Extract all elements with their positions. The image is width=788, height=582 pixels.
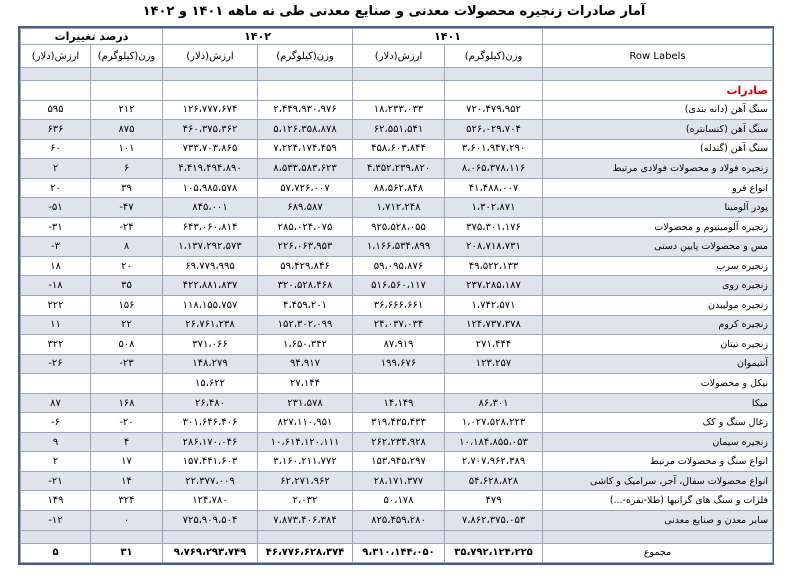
change-value-cell: ۲۲۲ xyxy=(21,296,91,316)
value-1401-cell: ۸۸،۵۶۲،۸۴۸ xyxy=(353,178,445,198)
change-value-cell: ۲ xyxy=(21,159,91,179)
value-1401-cell: ۵۹،۰۹۵،۸۷۶ xyxy=(353,256,445,276)
value-1401-cell: ۴۵۸،۶۰۳،۸۴۴ xyxy=(353,139,445,159)
weight-1402-cell: ۱۵۲،۳۰۲،۰۹۹ xyxy=(258,315,353,335)
header-1402-weight: وزن(کیلوگرم) xyxy=(258,45,353,68)
change-weight-cell: -۲۴ xyxy=(91,217,163,237)
change-value-cell: ۶۳۶ xyxy=(21,120,91,140)
row-label-cell: زنجیره آلومینیوم و محصولات xyxy=(543,217,773,237)
table-row xyxy=(21,315,773,335)
value-1402-cell: ۱۴۸،۲۷۹ xyxy=(163,354,258,374)
change-weight-cell xyxy=(91,374,163,394)
row-label-cell: پودر آلومینا xyxy=(543,198,773,218)
export-table-frame xyxy=(18,26,774,565)
change-weight-cell: ۱۶۸ xyxy=(91,393,163,413)
value-1401-cell: ۴،۳۵۲،۲۳۹،۸۲۰ xyxy=(353,159,445,179)
value-1402-cell: ۳۷۱،۰۶۶ xyxy=(163,335,258,355)
weight-1401-cell: ۳،۶۰۱،۹۴۷،۲۹۰ xyxy=(445,139,543,159)
change-value-cell: ۲ xyxy=(21,452,91,472)
weight-1402-cell: ۴۶،۷۷۶،۶۲۸،۳۷۴ xyxy=(258,543,353,563)
table-row xyxy=(21,120,773,140)
table-row xyxy=(21,256,773,276)
change-weight-cell: ۴ xyxy=(91,432,163,452)
row-label-cell: سنگ آهن (دانه بندی) xyxy=(543,100,773,120)
change-value-cell: -۲۶ xyxy=(21,354,91,374)
row-label-cell: زنجیره کروم xyxy=(543,315,773,335)
value-1401-cell: ۲۴،۰۳۷،۰۳۴ xyxy=(353,315,445,335)
change-value-cell: -۱۲ xyxy=(21,511,91,531)
change-weight-cell: -۲۳ xyxy=(91,354,163,374)
table-row xyxy=(21,296,773,316)
value-1402-cell: ۲۶،۷۶۱،۲۳۸ xyxy=(163,315,258,335)
value-1401-cell: ۵۰،۱۷۸ xyxy=(353,491,445,511)
weight-1401-cell: ۳۷۵،۳۰۱،۱۷۶ xyxy=(445,217,543,237)
change-weight-cell: ۸۷۵ xyxy=(91,120,163,140)
weight-1401-cell: ۵۴،۶۲۸،۸۲۸ xyxy=(445,471,543,491)
value-1402-cell: ۴،۴۱۹،۴۹۴،۸۹۰ xyxy=(163,159,258,179)
weight-1402-cell: ۵،۱۲۶،۳۵۸،۸۷۸ xyxy=(258,120,353,140)
weight-1402-cell: ۶۲،۲۷۱،۹۶۲ xyxy=(258,471,353,491)
weight-1402-cell: ۷،۲۲۴،۱۷۴،۴۵۹ xyxy=(258,139,353,159)
header-empty-cell xyxy=(543,29,773,45)
value-1402-cell: ۳۰۱،۶۴۶،۴۰۶ xyxy=(163,413,258,433)
value-1401-cell: ۲۸،۱۷۱،۳۷۷ xyxy=(353,471,445,491)
value-1402-cell: ۲۲،۳۷۷،۰۰۹ xyxy=(163,471,258,491)
change-value-cell: ۳۲۲ xyxy=(21,335,91,355)
weight-1401-cell: ۱،۳۰۲،۸۷۱ xyxy=(445,198,543,218)
table-row xyxy=(21,432,773,452)
weight-1402-cell: ۴،۴۵۹،۲۰۱ xyxy=(258,296,353,316)
weight-1402-cell: ۸۲۷،۱۱۰،۹۵۱ xyxy=(258,413,353,433)
change-weight-cell: -۲۰ xyxy=(91,413,163,433)
value-1401-cell: ۲۶۲،۲۳۴،۹۲۸ xyxy=(353,432,445,452)
value-1401-cell: ۱۸،۲۳۳،۰۳۳ xyxy=(353,100,445,120)
table-row xyxy=(21,491,773,511)
row-label-cell: مجموع xyxy=(543,543,773,563)
value-1401-cell: ۱۴،۱۴۹ xyxy=(353,393,445,413)
change-value-cell: ۸۷ xyxy=(21,393,91,413)
row-label-cell: انواع سنگ و محصولات مرتبط xyxy=(543,452,773,472)
header-row-labels: Row Labels xyxy=(543,45,773,68)
header-change-weight: وزن(کیلوگرم) xyxy=(91,45,163,68)
weight-1401-cell: ۱۲۴،۷۳۷،۳۷۸ xyxy=(445,315,543,335)
weight-1401-cell: ۲۳۷،۲۸۵،۱۸۷ xyxy=(445,276,543,296)
change-weight-cell: ۲۲ xyxy=(91,315,163,335)
table-row xyxy=(21,471,773,491)
weight-1401-cell: ۷۲۰،۴۷۹،۹۵۲ xyxy=(445,100,543,120)
weight-1402-cell: ۲،۰۳۲ xyxy=(258,491,353,511)
table-row xyxy=(21,178,773,198)
weight-1402-cell: ۲۳۱،۵۷۸ xyxy=(258,393,353,413)
change-value-cell: ۵ xyxy=(21,543,91,563)
page-title: آمار صادرات زنجیره محصولات معدنی و صنایع معدنی طی نه ماهه ۱۴۰۱ و ۱۴۰۲ xyxy=(142,4,646,19)
weight-1401-cell: ۱۲۳،۲۵۷ xyxy=(445,354,543,374)
table-row xyxy=(21,335,773,355)
weight-1402-cell: ۲۸۵،۰۲۴،۰۷۵ xyxy=(258,217,353,237)
weight-1401-cell: ۲۷۱،۴۴۴ xyxy=(445,335,543,355)
value-1402-cell: ۹،۷۶۹،۲۹۳،۷۴۹ xyxy=(163,543,258,563)
change-weight-cell: ۳۱ xyxy=(91,543,163,563)
change-weight-cell: ۳۹ xyxy=(91,178,163,198)
value-1402-cell: ۴۶۰،۳۷۵،۳۶۲ xyxy=(163,120,258,140)
value-1402-cell: ۱۵۷،۴۴۱،۶۰۳ xyxy=(163,452,258,472)
row-label-cell: سنگ آهن (گندله) xyxy=(543,139,773,159)
header-1402-group: ۱۴۰۲ xyxy=(163,29,353,45)
weight-1402-cell: ۲،۴۴۹،۹۳۰،۹۷۶ xyxy=(258,100,353,120)
weight-1402-cell: ۵۷،۷۲۶،۰۰۷ xyxy=(258,178,353,198)
change-value-cell xyxy=(21,374,91,394)
row-label-cell: نیکل و محصولات xyxy=(543,374,773,394)
weight-1402-cell: ۱،۶۵۰،۳۴۲ xyxy=(258,335,353,355)
value-1401-cell xyxy=(353,374,445,394)
change-weight-cell: ۱۵۶ xyxy=(91,296,163,316)
header-1401-group: ۱۴۰۱ xyxy=(353,29,543,45)
table-row xyxy=(21,139,773,159)
row-label-cell: فلزات و سنگ های گرانبها (طلا-نقره-...) xyxy=(543,491,773,511)
value-1401-cell: ۹۲۵،۵۲۸،۰۵۵ xyxy=(353,217,445,237)
row-label-cell: میکا xyxy=(543,393,773,413)
change-value-cell: ۱۸ xyxy=(21,256,91,276)
value-1402-cell: ۶۴۳،۰۶۰،۸۱۴ xyxy=(163,217,258,237)
value-1401-cell: ۳۱۹،۴۳۵،۴۳۳ xyxy=(353,413,445,433)
value-1401-cell: ۱،۱۶۶،۵۳۴،۸۹۹ xyxy=(353,237,445,257)
value-1401-cell: ۱۵۳،۹۴۵،۲۹۷ xyxy=(353,452,445,472)
value-1401-cell: ۸۲۵،۴۵۹،۲۸۰ xyxy=(353,511,445,531)
weight-1401-cell: ۱،۷۴۲،۵۷۱ xyxy=(445,296,543,316)
value-1402-cell: ۷۲۵،۹۰۹،۵۰۴ xyxy=(163,511,258,531)
row-label-cell: آنتیموان xyxy=(543,354,773,374)
row-label-cell: زنجیره سرب xyxy=(543,256,773,276)
change-weight-cell: ۵۰۸ xyxy=(91,335,163,355)
row-label-cell: زنجیره مولیبدن xyxy=(543,296,773,316)
value-1401-cell: ۱،۷۱۲،۲۴۸ xyxy=(353,198,445,218)
weight-1401-cell: ۸،۰۶۵،۳۷۸،۱۱۶ xyxy=(445,159,543,179)
value-1402-cell: ۴۲۲،۸۸۱،۸۳۷ xyxy=(163,276,258,296)
header-1401-value: ارزش(دلار) xyxy=(353,45,445,68)
table-row xyxy=(21,276,773,296)
weight-1401-cell: ۸۶،۳۰۱ xyxy=(445,393,543,413)
table-row xyxy=(21,374,773,394)
table-row xyxy=(21,413,773,433)
change-value-cell: ۲۰ xyxy=(21,178,91,198)
weight-1402-cell: ۹۴،۹۱۷ xyxy=(258,354,353,374)
table-row xyxy=(21,100,773,120)
row-label-cell: زنجیره روی xyxy=(543,276,773,296)
change-value-cell: -۵۱ xyxy=(21,198,91,218)
row-label-cell: سایر معدن و صنایع معدنی xyxy=(543,511,773,531)
change-value-cell: -۶ xyxy=(21,413,91,433)
spacer-row xyxy=(21,530,773,543)
change-weight-cell: ۲۰ xyxy=(91,256,163,276)
row-label-cell: زغال سنگ و کک xyxy=(543,413,773,433)
change-value-cell: -۱۸ xyxy=(21,276,91,296)
value-1402-cell: ۲۶،۴۸۰ xyxy=(163,393,258,413)
change-value-cell: ۱۱ xyxy=(21,315,91,335)
weight-1401-cell: ۴۹،۵۲۲،۱۳۳ xyxy=(445,256,543,276)
change-value-cell: -۳ xyxy=(21,237,91,257)
change-value-cell: ۶۰ xyxy=(21,139,91,159)
value-1402-cell: ۷۳۳،۷۰۳،۸۶۵ xyxy=(163,139,258,159)
value-1402-cell: ۲۸۶،۱۷۰،۰۴۶ xyxy=(163,432,258,452)
row-label-cell: زنجیره سیمان xyxy=(543,432,773,452)
row-label-cell: زنجیره فولاد و محصولات فولادی مرتبط xyxy=(543,159,773,179)
change-weight-cell: ۳۵ xyxy=(91,276,163,296)
weight-1402-cell: ۶۸۹،۵۸۷ xyxy=(258,198,353,218)
weight-1401-cell: ۳۵،۷۹۲،۱۲۴،۲۲۵ xyxy=(445,543,543,563)
row-label-cell: انواع فرو xyxy=(543,178,773,198)
change-weight-cell: ۰ xyxy=(91,511,163,531)
value-1402-cell: ۱۵،۶۲۲ xyxy=(163,374,258,394)
spacer-row xyxy=(21,68,773,81)
header-1401-weight: وزن(کیلوگرم) xyxy=(445,45,543,68)
change-value-cell: ۵۹۵ xyxy=(21,100,91,120)
table-row xyxy=(21,511,773,531)
change-weight-cell: ۲۱۲ xyxy=(91,100,163,120)
header-1402-value: ارزش(دلار) xyxy=(163,45,258,68)
table-row xyxy=(21,198,773,218)
section-label: صادرات xyxy=(543,81,773,101)
row-label-cell: سنگ آهن (کنسانتره) xyxy=(543,120,773,140)
weight-1402-cell: ۱۰،۶۱۴،۱۲۰،۱۱۱ xyxy=(258,432,353,452)
weight-1402-cell: ۲۲۶،۰۶۳،۹۵۳ xyxy=(258,237,353,257)
weight-1402-cell: ۸،۵۳۳،۵۸۳،۶۲۳ xyxy=(258,159,353,179)
change-weight-cell: ۱۴ xyxy=(91,471,163,491)
value-1401-cell: ۱۹۹،۶۷۶ xyxy=(353,354,445,374)
value-1402-cell: ۸۴۵،۰۰۱ xyxy=(163,198,258,218)
weight-1401-cell: ۴۱،۴۸۸،۰۰۷ xyxy=(445,178,543,198)
weight-1401-cell xyxy=(445,374,543,394)
weight-1402-cell: ۷،۸۷۳،۴۰۶،۳۸۴ xyxy=(258,511,353,531)
value-1402-cell: ۱،۱۳۷،۲۹۲،۵۷۳ xyxy=(163,237,258,257)
value-1401-cell: ۳۶،۶۶۶،۶۶۱ xyxy=(353,296,445,316)
change-weight-cell: ۱۷ xyxy=(91,452,163,472)
table-row xyxy=(21,159,773,179)
weight-1401-cell: ۵۲۶،۰۲۹،۷۰۴ xyxy=(445,120,543,140)
weight-1401-cell: ۴۷۹ xyxy=(445,491,543,511)
header-change-group: درصد تغییرات xyxy=(21,29,163,45)
value-1401-cell: ۵۱۶،۵۶۰،۱۱۷ xyxy=(353,276,445,296)
value-1402-cell: ۱۱۸،۱۵۵،۷۵۷ xyxy=(163,296,258,316)
weight-1401-cell: ۱،۰۲۷،۵۲۸،۲۲۳ xyxy=(445,413,543,433)
change-value-cell: ۱۴۹ xyxy=(21,491,91,511)
table-row xyxy=(21,217,773,237)
value-1401-cell: ۶۲،۵۵۱،۵۴۱ xyxy=(353,120,445,140)
weight-1401-cell: ۱۰،۱۸۴،۸۵۵،۰۵۳ xyxy=(445,432,543,452)
export-table xyxy=(20,28,773,563)
change-weight-cell: -۴۷ xyxy=(91,198,163,218)
weight-1402-cell: ۳۲۰،۵۲۸،۴۶۸ xyxy=(258,276,353,296)
header-row-groups xyxy=(21,29,773,45)
weight-1401-cell: ۷،۸۶۲،۳۷۵،۰۵۳ xyxy=(445,511,543,531)
weight-1402-cell: ۲۷،۱۴۴ xyxy=(258,374,353,394)
weight-1401-cell: ۲۰۸،۷۱۸،۷۳۱ xyxy=(445,237,543,257)
table-row xyxy=(21,354,773,374)
change-value-cell: -۲۱ xyxy=(21,471,91,491)
table-row xyxy=(21,393,773,413)
weight-1401-cell: ۲،۷۰۷،۹۶۲،۳۸۹ xyxy=(445,452,543,472)
change-value-cell: -۳۱ xyxy=(21,217,91,237)
section-row xyxy=(21,81,773,101)
header-change-value: ارزش(دلار) xyxy=(21,45,91,68)
row-label-cell: زنجیره تیتان xyxy=(543,335,773,355)
value-1401-cell: ۹،۳۱۰،۱۴۴،۰۵۰ xyxy=(353,543,445,563)
change-value-cell: ۹ xyxy=(21,432,91,452)
change-weight-cell: ۸ xyxy=(91,237,163,257)
change-weight-cell: ۶ xyxy=(91,159,163,179)
total-row xyxy=(21,543,773,563)
row-label-cell: انواع محصولات سفال، آجر، سرامیک و کاشی xyxy=(543,471,773,491)
header-row-columns xyxy=(21,45,773,68)
value-1401-cell: ۸۷،۹۱۹ xyxy=(353,335,445,355)
change-weight-cell: ۳۲۴ xyxy=(91,491,163,511)
table-row xyxy=(21,237,773,257)
value-1402-cell: ۶۹،۷۷۹،۹۹۵ xyxy=(163,256,258,276)
change-weight-cell: ۱۰۱ xyxy=(91,139,163,159)
table-row xyxy=(21,452,773,472)
value-1402-cell: ۱۲۶،۷۷۷،۶۷۴ xyxy=(163,100,258,120)
weight-1402-cell: ۵۹،۴۲۹،۸۴۶ xyxy=(258,256,353,276)
weight-1402-cell: ۳،۱۶۰،۲۱۱،۷۷۲ xyxy=(258,452,353,472)
value-1402-cell: ۱۰۵،۹۸۵،۵۷۸ xyxy=(163,178,258,198)
value-1402-cell: ۱۲۴،۷۸۰ xyxy=(163,491,258,511)
row-label-cell: مس و محصولات پایین دستی xyxy=(543,237,773,257)
